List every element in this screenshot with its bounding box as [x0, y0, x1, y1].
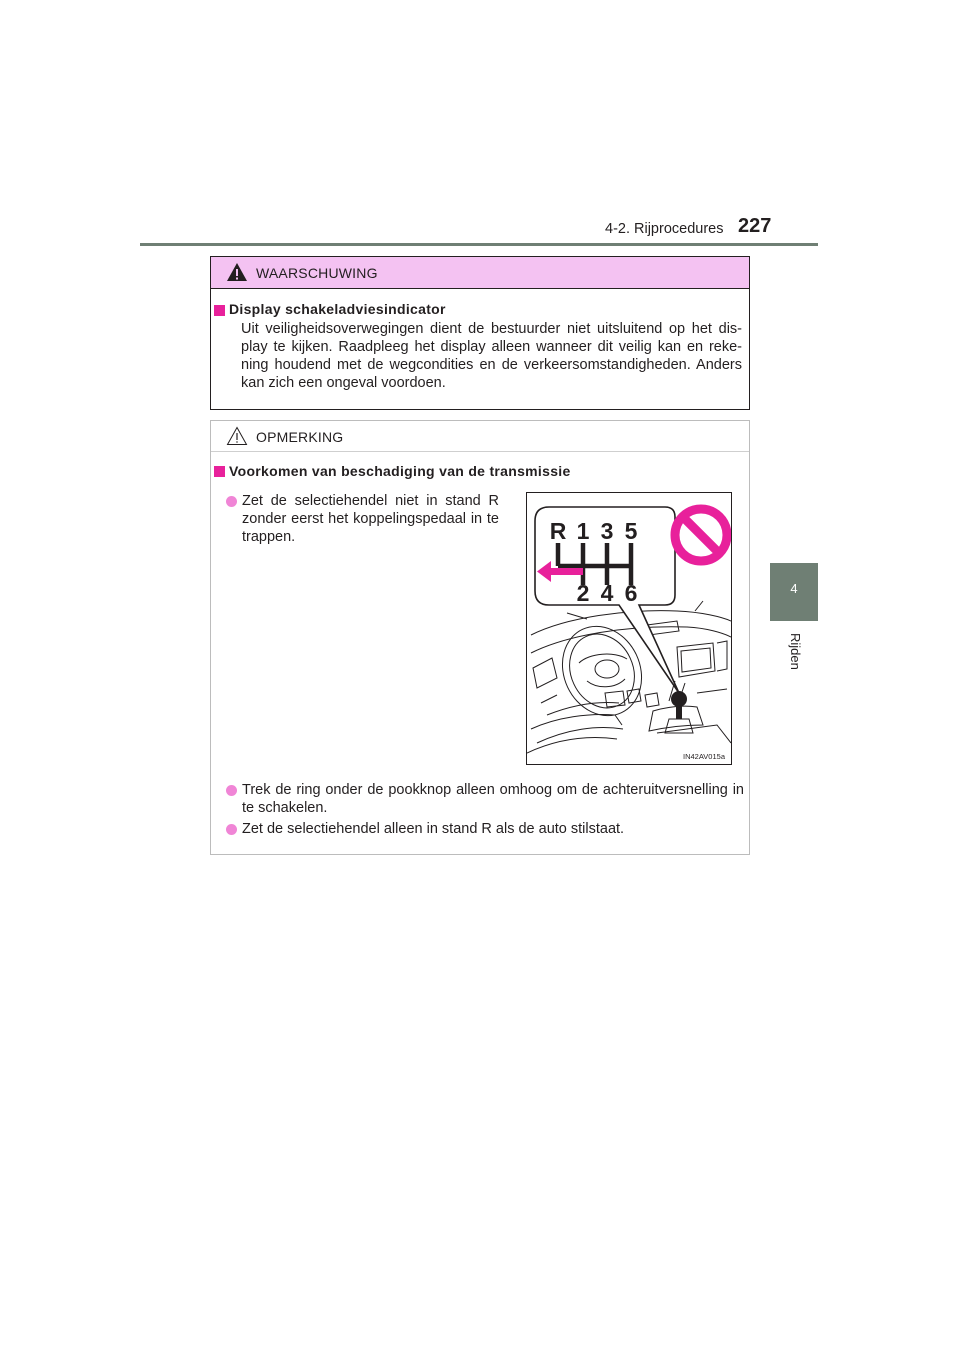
gear-labels [527, 493, 731, 764]
note-heading: Voorkomen van beschadiging van de transmissie [229, 463, 571, 479]
gearshift-illustration [526, 492, 732, 765]
note-bullet-2: Trek de ring onder de pookknop alleen omhoog om de achteruitversnelling in te schakelen. [242, 782, 744, 816]
note-bullet-1: Zet de selectiehendel niet in stand R zonder eerst het koppelingspedaal in te trappen. [242, 493, 499, 545]
warning-heading: Display schakeladviesindicator [229, 301, 446, 317]
round-bullet-icon [226, 824, 237, 835]
chapter-tab [770, 563, 818, 621]
gear-label-4: 4 [600, 580, 614, 606]
warning-triangle-icon [226, 262, 248, 282]
round-bullet-icon [226, 496, 237, 507]
gear-label-5: 5 [624, 518, 638, 544]
gear-label-3: 3 [600, 518, 614, 544]
warning-text: Uit veiligheidsoverwegingen dient de bestuurder niet uitsluitend op het dis- play te kijken. Raadpleeg het display alleen wanneer dit veilig kan en reke- ning houdend met de wegcondities en de verkeersomstandigheden. Anders kan zich een ongeval voordoen. [241, 321, 742, 391]
gear-label-2: 2 [576, 580, 590, 606]
header-divider [140, 243, 818, 246]
chapter-number: 4 [790, 581, 798, 596]
warning-title: WAARSCHUWING [256, 265, 378, 281]
square-bullet-icon [214, 466, 225, 477]
note-title: OPMERKING [256, 429, 344, 445]
round-bullet-icon [226, 785, 237, 796]
warning-header [211, 257, 749, 289]
gear-label-r: R [549, 518, 567, 544]
note-bullet-3: Zet de selectiehendel alleen in stand R als de auto stilstaat. [242, 821, 625, 837]
gear-label-1: 1 [576, 518, 590, 544]
figure-code: IN42AV015a [683, 752, 725, 761]
note-header [211, 421, 749, 452]
caution-triangle-icon [226, 426, 248, 446]
gear-label-6: 6 [624, 580, 638, 606]
square-bullet-icon [214, 305, 225, 316]
page-number: 227 [738, 215, 772, 237]
section-title: 4-2. Rijprocedures [605, 221, 724, 237]
warning-box [210, 256, 750, 410]
chapter-label: Rijden [788, 633, 803, 670]
